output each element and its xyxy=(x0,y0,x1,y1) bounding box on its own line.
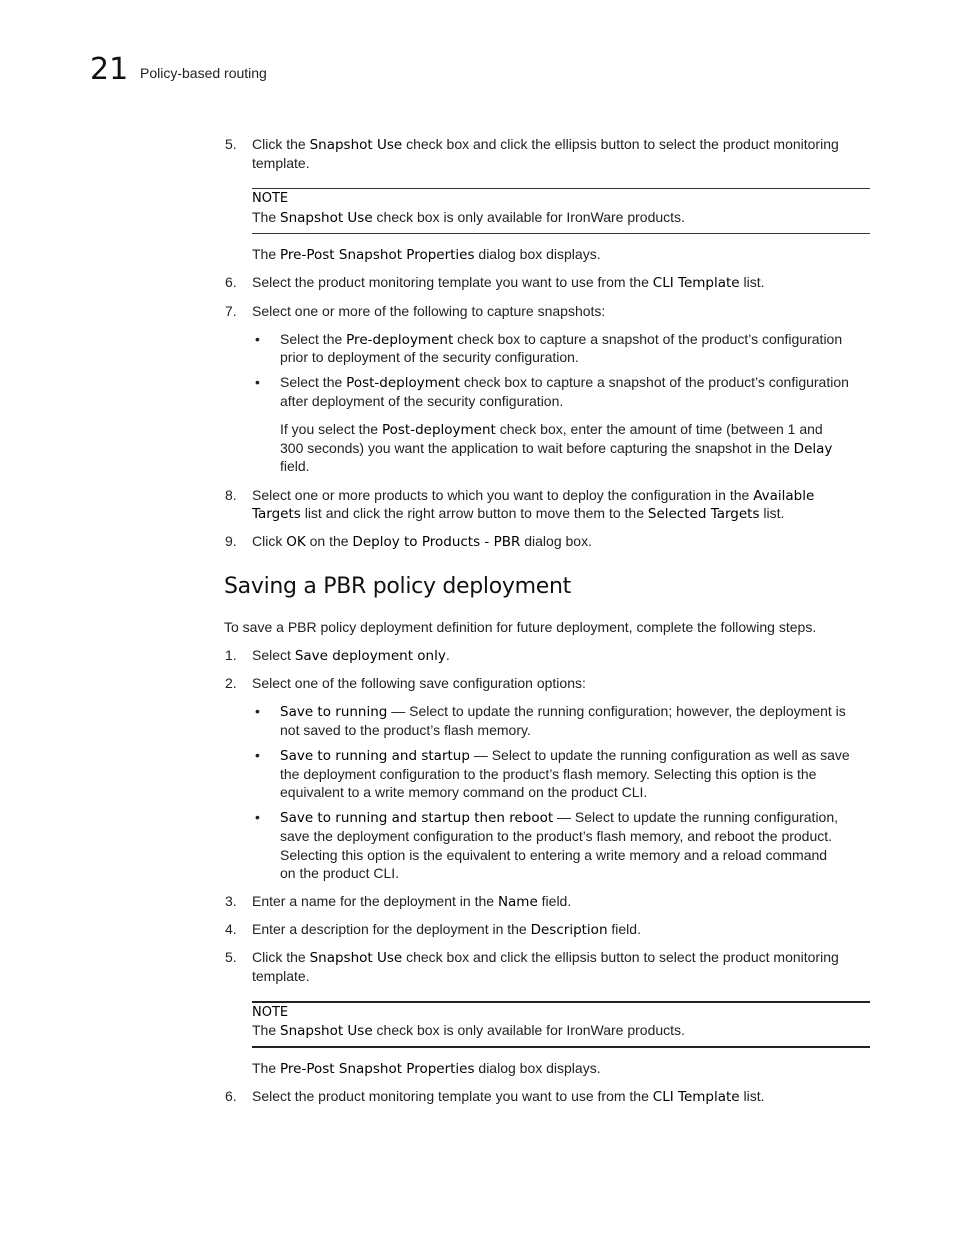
step-number: 6. xyxy=(225,274,237,290)
section-heading: Saving a PBR policy deployment xyxy=(224,574,571,599)
section-intro: To save a PBR policy deployment definition for future deployment, complete the following steps. xyxy=(224,619,817,635)
paragraph: If you select the Post-deployment check box, enter the amount of time (between 1 and xyxy=(280,421,823,438)
step-text: Enter a name for the deployment in the Name field. xyxy=(252,893,572,910)
step-text: Select the product monitoring template you want to use from the CLI Template list. xyxy=(252,274,765,291)
bullet-text: Save to running — Select to update the running configuration; however, the deployment is xyxy=(280,703,846,720)
bullet-text-cont: on the product CLI. xyxy=(280,865,400,881)
note-label: NOTE xyxy=(252,191,289,206)
step-number: 9. xyxy=(225,533,237,549)
step-text: Select one or more products to which you want to deploy the configuration in the Available xyxy=(252,487,815,504)
step-number: 4. xyxy=(225,921,237,937)
note-top-rule xyxy=(252,188,870,189)
bullet-text: Select the Pre-deployment check box to capture a snapshot of the product’s configuration xyxy=(280,331,843,348)
note-top-rule xyxy=(252,1001,870,1003)
step-text: Enter a description for the deployment in the Description field. xyxy=(252,921,641,938)
note-label: NOTE xyxy=(252,1005,289,1020)
bullet-text-cont: save the deployment configuration to the product’s flash memory, and reboot the product. xyxy=(280,828,833,844)
note-text: The Snapshot Use check box is only available for IronWare products. xyxy=(252,1022,685,1039)
step-text: Select one of the following save configuration options: xyxy=(252,675,586,691)
step-number: 1. xyxy=(225,647,237,663)
bullet-text-cont: prior to deployment of the security configuration. xyxy=(280,349,579,365)
bullet-text: Save to running and startup — Select to update the running configuration as well as save xyxy=(280,747,850,764)
bullet-text-cont: equivalent to a write memory command on the product CLI. xyxy=(280,784,648,800)
bullet-icon: • xyxy=(255,331,260,347)
bullet-icon: • xyxy=(255,374,260,390)
step-text: Click the Snapshot Use check box and click the ellipsis button to select the product monitoring xyxy=(252,949,839,966)
step-text-cont: template. xyxy=(252,155,310,171)
step-text: Select one or more of the following to capture snapshots: xyxy=(252,303,606,319)
bullet-text-cont: after deployment of the security configuration. xyxy=(280,393,564,409)
step-number: 8. xyxy=(225,487,237,503)
step-text: Click OK on the Deploy to Products - PBR dialog box. xyxy=(252,533,592,550)
note-text: The Snapshot Use check box is only available for IronWare products. xyxy=(252,209,685,226)
step-text-cont: template. xyxy=(252,968,310,984)
step-text-cont: Targets list and click the right arrow button to move them to the Selected Targets list. xyxy=(252,505,785,522)
chapter-number: 21 xyxy=(90,52,129,87)
dialog-note: The Pre-Post Snapshot Properties dialog box displays. xyxy=(252,1060,601,1077)
bullet-icon: • xyxy=(255,809,260,825)
bullet-text-cont: Selecting this option is the equivalent to entering a write memory and a reload command xyxy=(280,847,828,863)
note-bottom-rule xyxy=(252,233,870,234)
chapter-title: Policy-based routing xyxy=(140,65,267,81)
step-number: 3. xyxy=(225,893,237,909)
bullet-icon: • xyxy=(255,703,260,719)
dialog-note: The Pre-Post Snapshot Properties dialog box displays. xyxy=(252,246,601,263)
step-number: 5. xyxy=(225,949,237,965)
paragraph-cont: 300 seconds) you want the application to wait before capturing the snapshot in the Delay xyxy=(280,440,833,457)
bullet-text-cont: the deployment configuration to the product’s flash memory. Selecting this option is the xyxy=(280,766,817,782)
note-bottom-rule xyxy=(252,1046,870,1048)
paragraph-cont: field. xyxy=(280,458,310,474)
step-text: Click the Snapshot Use check box and click the ellipsis button to select the product monitoring xyxy=(252,136,839,153)
bullet-text: Save to running and startup then reboot — Select to update the running configuration, xyxy=(280,809,839,826)
bullet-text-cont: not saved to the product’s flash memory. xyxy=(280,722,531,738)
bullet-text: Select the Post-deployment check box to capture a snapshot of the product’s configuration xyxy=(280,374,849,391)
step-number: 6. xyxy=(225,1088,237,1104)
step-number: 7. xyxy=(225,303,237,319)
step-number: 2. xyxy=(225,675,237,691)
step-text: Select Save deployment only. xyxy=(252,647,450,664)
step-number: 5. xyxy=(225,136,237,152)
bullet-icon: • xyxy=(255,747,260,763)
step-text: Select the product monitoring template you want to use from the CLI Template list. xyxy=(252,1088,765,1105)
